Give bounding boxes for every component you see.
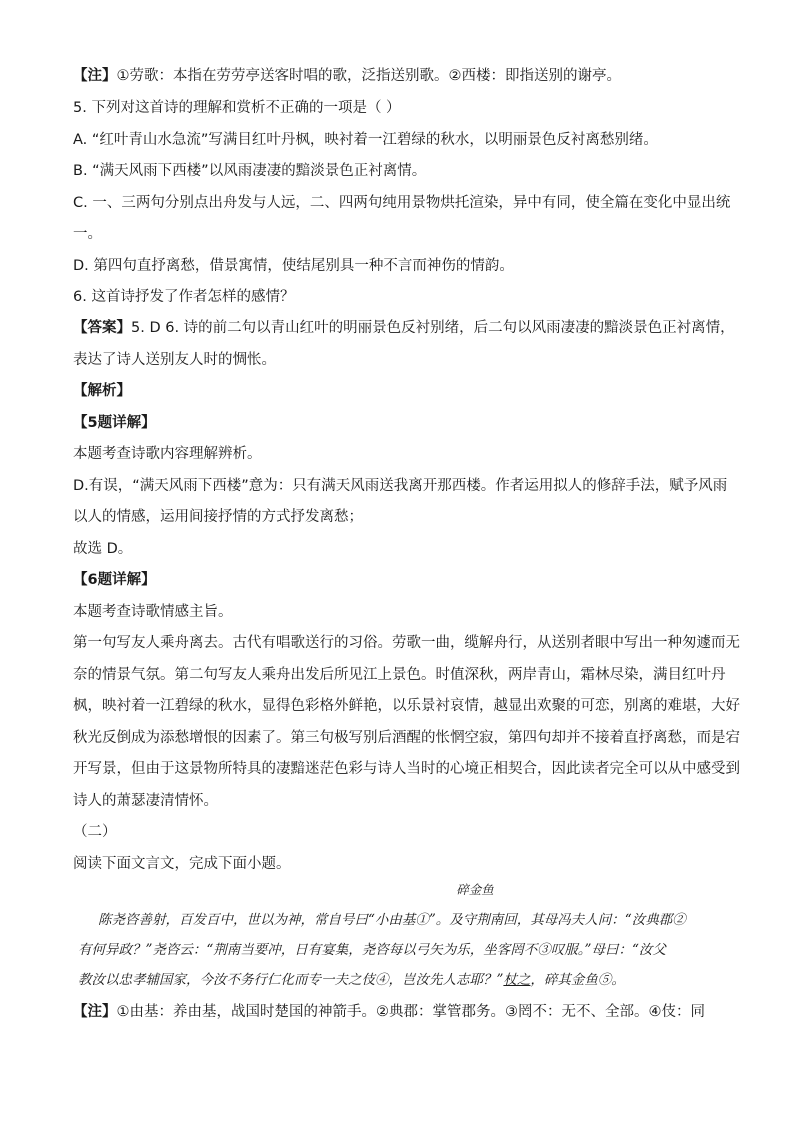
answer-tag: 【答案】 xyxy=(73,320,131,336)
option-a: A. “红叶青山水急流”写满目红叶丹枫，映衬着一江碧绿的秋水，以明丽景色反衬离愁别绪。 xyxy=(73,132,658,148)
option-c-cont: 一。 xyxy=(73,226,102,242)
q6-detail-line: 秋光反倒成为添愁增恨的因素了。第三句极写别后酒醒的怅惘空寂，第四句却并不接着直抒离愁，而是宕 xyxy=(73,730,740,746)
q5-detail-line: 故选 D。 xyxy=(73,541,133,557)
option-c: C. 一、三两句分别点出舟发与人远，二、四两句纯用景物烘托渲染，异中有同，使全篇在变化中显出统 xyxy=(73,195,731,211)
question-5: 5. 下列对这首诗的理解和赏析不正确的一项是（ ） xyxy=(73,100,401,116)
q5-detail-line: 以人的情感，运用间接抒情的方式抒发离愁； xyxy=(73,509,363,525)
q6-detail-line: 本题考查诗歌情感主旨。 xyxy=(73,604,233,620)
q6-detail-line: 奈的情景气氛。第二句写友人乘舟出发后所见江上景色。时值深秋，两岸青山，霜林尽染，满目红叶丹 xyxy=(73,667,726,683)
answer-cont: 表达了诗人送别友人时的惆怅。 xyxy=(73,352,276,368)
q6-detail-heading: 【6题详解】 xyxy=(73,572,156,588)
question-6: 6. 这首诗抒发了作者怎样的感情？ xyxy=(73,289,295,305)
classical-line xyxy=(78,970,625,990)
option-b: B. “满天风雨下西楼”以风雨凄凄的黯淡景色正衬离情。 xyxy=(73,163,427,179)
q6-detail-line: 开写景，但由于这景物所特具的凄黯迷茫色彩与诗人当时的心境正相契合，因此读者完全可以从中感受到 xyxy=(73,761,740,777)
note-text: ①劳歌：本指在劳劳亭送客时唱的歌，泛指送别歌。②西楼：即指送别的谢亭。 xyxy=(116,68,621,84)
classical-text: 教汝以忠孝辅国家，今汝不务行仁化而专一夫之伎④，岂汝先人志耶？” xyxy=(78,972,504,988)
note-tag: 【注】 xyxy=(73,68,117,84)
q5-detail-line: D.有误，“满天风雨下西楼”意为：只有满天风雨送我离开那西楼。作者运用拟人的修辞手法，赋予风雨 xyxy=(73,478,728,494)
note-tag: 【注】 xyxy=(73,1004,117,1020)
answer-text: 5. D 6. 诗的前二句以青山红叶的明丽景色反衬别绪，后二句以风雨凄凄的黯淡景色正衬离情， xyxy=(131,320,735,336)
classical-note-line xyxy=(73,1002,705,1022)
option-d: D. 第四句直抒离愁，借景寓情，使结尾别具一种不言而神伤的情韵。 xyxy=(73,258,514,274)
classical-title: 碎金鱼 xyxy=(456,882,494,897)
classical-line: 有何异政？”尧咨云：“荆南当要冲，日有宴集，尧咨每以弓矢为乐，坐客罔不③叹服。”母曰：“汝父 xyxy=(78,942,666,958)
note-text: ①由基：养由基，战国时楚国的神箭手。②典郡：掌管郡务。③罔不：无不、全部。④伎：同 xyxy=(116,1004,705,1020)
q6-detail-line: 诗人的萧瑟凄清情怀。 xyxy=(73,793,218,809)
analysis-heading: 【解析】 xyxy=(73,383,131,399)
classical-line: 陈尧咨善射，百发百中，世以为神，常自号曰“小由基①”。及守荆南回，其母冯夫人问：“汝典郡② xyxy=(98,912,686,928)
q5-detail-heading: 【5题详解】 xyxy=(73,415,156,431)
q5-detail-line: 本题考查诗歌内容理解辨析。 xyxy=(73,446,262,462)
q6-detail-line: 第一句写友人乘舟离去。古代有唱歌送行的习俗。劳歌一曲，缆解舟行，从送别者眼中写出一种匆遽而无 xyxy=(73,635,740,651)
answer-line xyxy=(73,318,735,338)
underlined-phrase: 杖之 xyxy=(503,972,531,988)
note-line xyxy=(73,66,621,86)
instruction-line: 阅读下面文言文，完成下面小题。 xyxy=(73,856,291,872)
q6-detail-line: 枫，映衬着一江碧绿的秋水，显得色彩格外鲜艳，以乐景衬哀情，越显出欢聚的可恋，别离的难堪，大好 xyxy=(73,698,740,714)
classical-text: ，碎其金鱼⑤。 xyxy=(530,972,625,988)
section-two-heading: （二） xyxy=(73,824,117,840)
